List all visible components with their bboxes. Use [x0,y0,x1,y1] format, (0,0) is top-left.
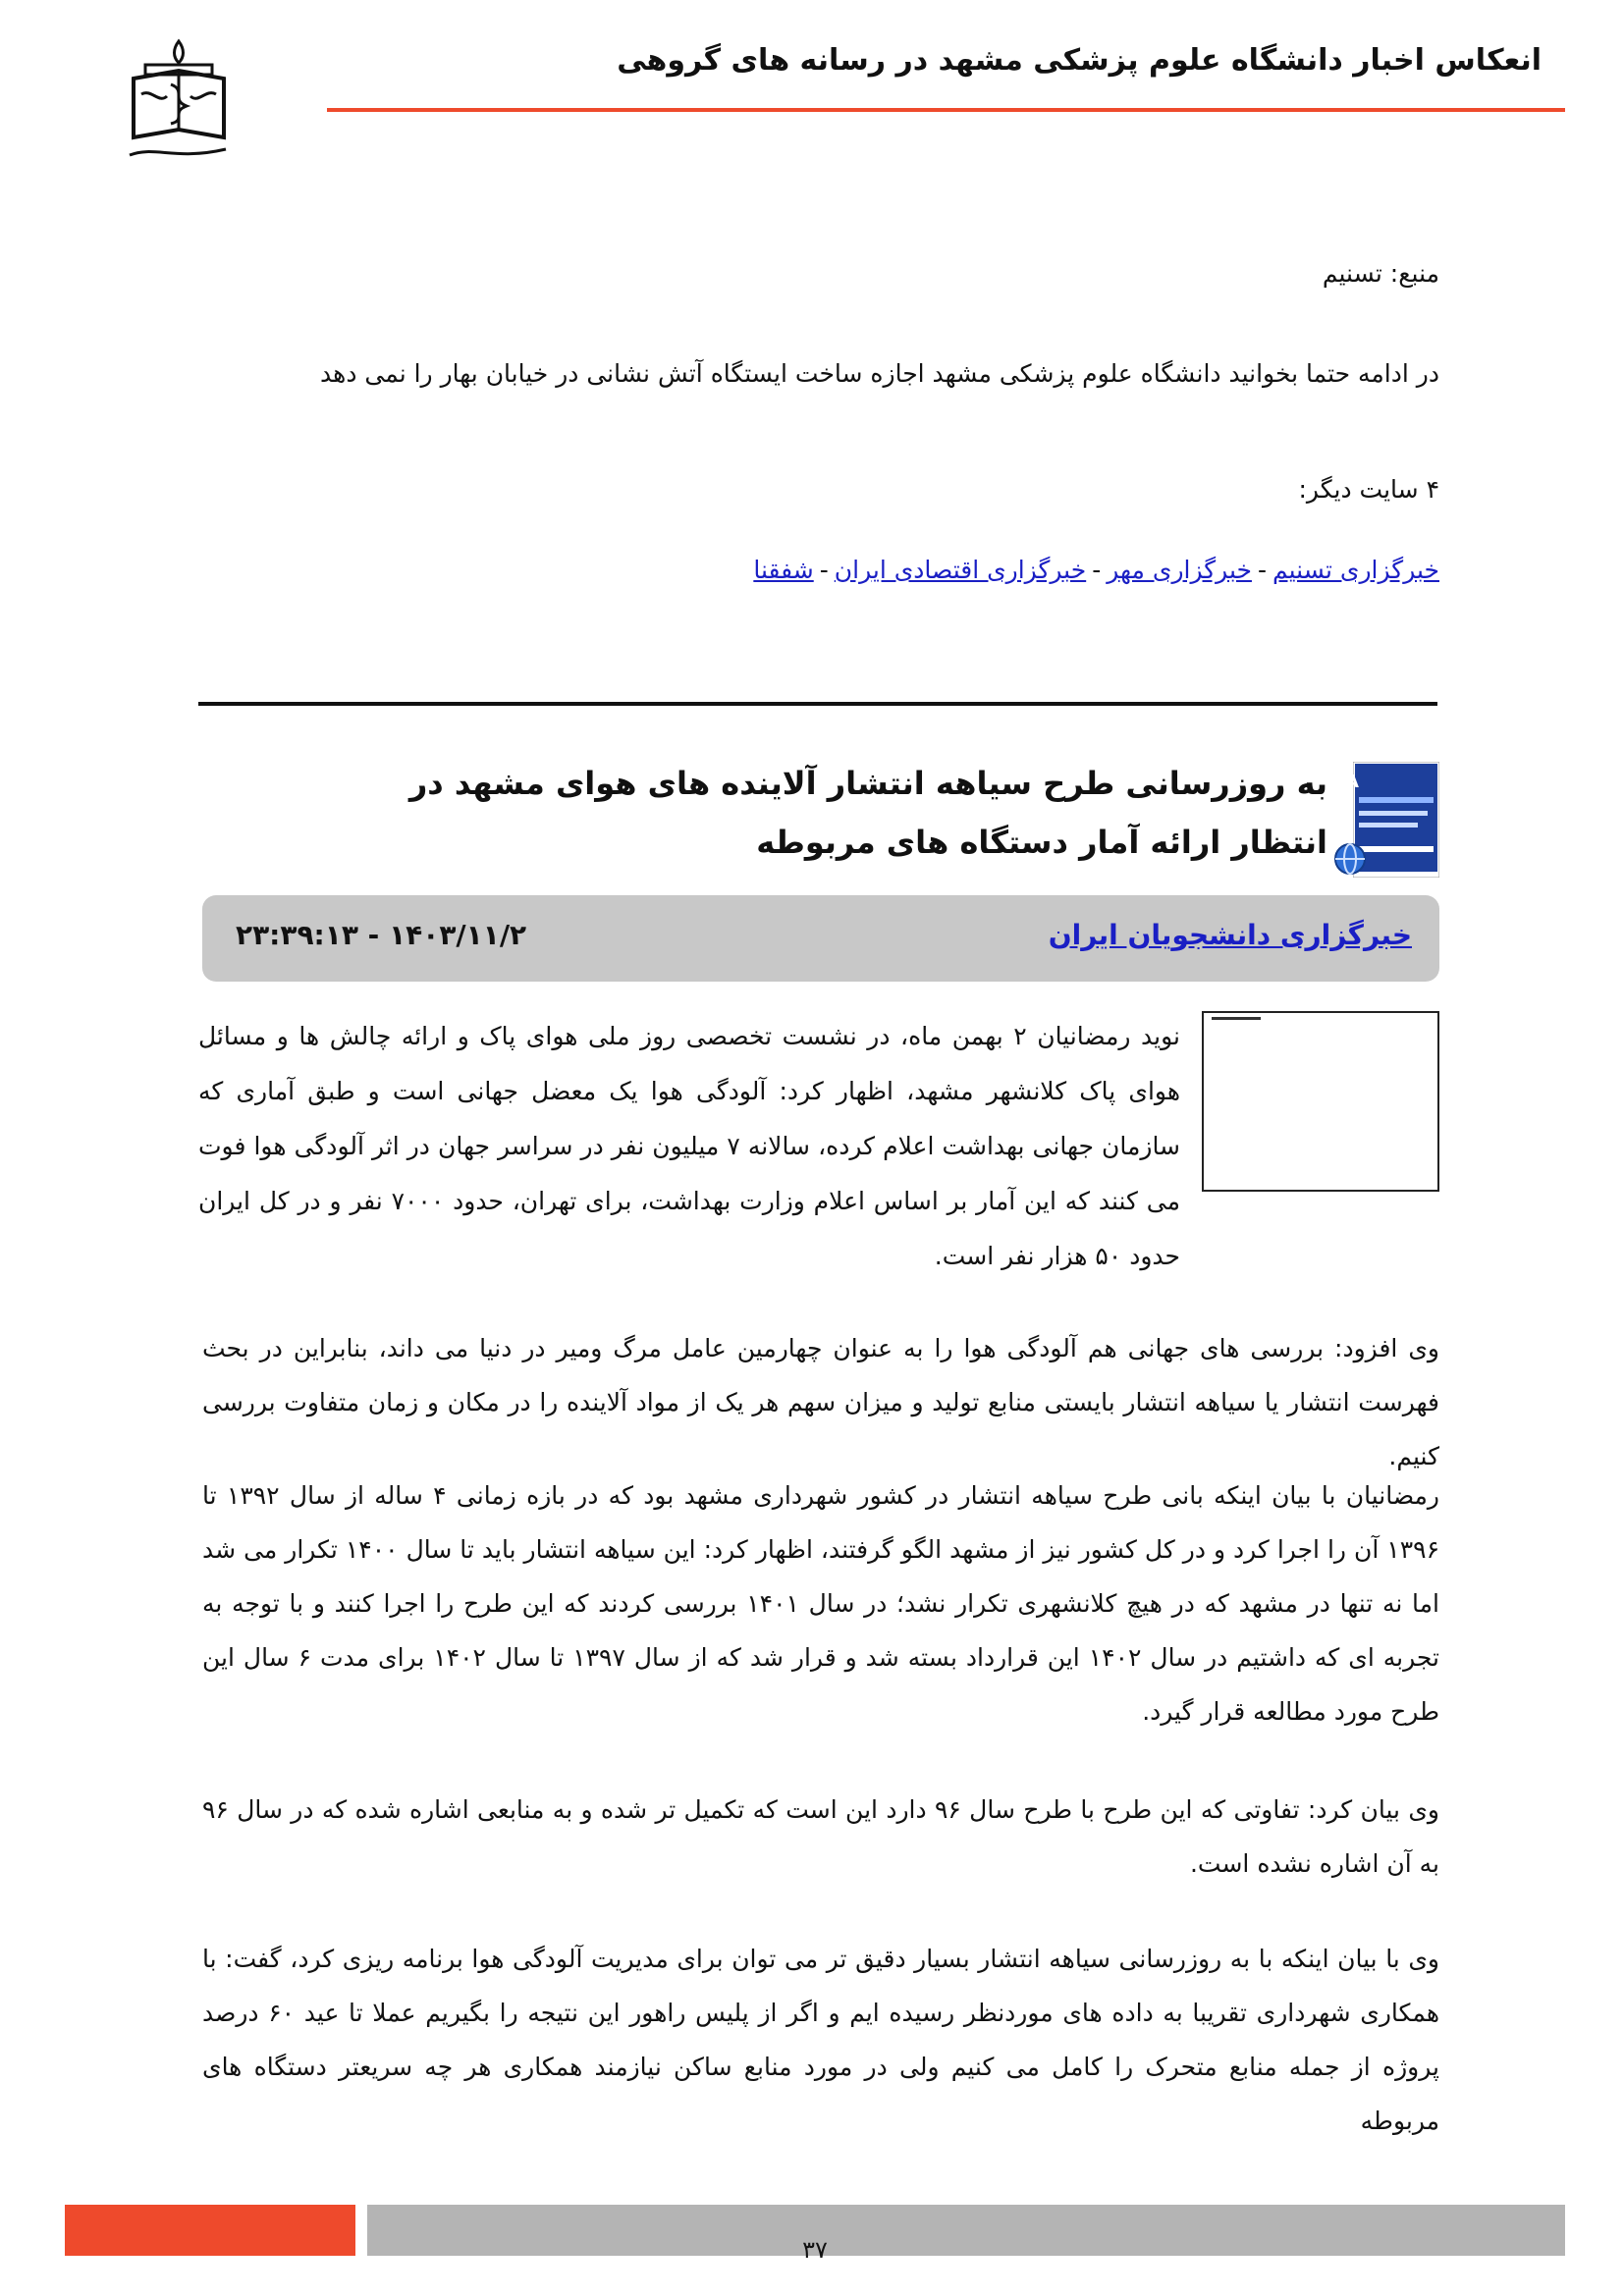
link-separator: - [1257,556,1267,584]
source-line: منبع: تسنیم [1322,259,1439,288]
link-separator: - [1092,556,1102,584]
footer-accent-bar [65,2205,355,2256]
footer-bar [367,2205,1565,2256]
source-bar [202,895,1439,982]
news-agency-icon [1353,762,1439,878]
page-number: ۳۷ [802,2236,828,2264]
university-logo [116,35,242,173]
article-paragraph: نوید رمضانیان ۲ بهمن ماه، در نشست تخصصی روز ملی هوای پاک و ارائه چالش ها و مسائل هوای پاک کلانشهر مشهد، اظهار کرد: آلودگی هوا یک معضل جهانی است و طبق آماری که سازمان جهانی بهداشت اعلام کرده، سالانه ۷ میلیون نفر در سراسر جهان در اثر آلودگی هوا فوت می کنند که این آمار بر اساس اعلام وزارت بهداشت، برای تهران، حدود ۷۰۰۰ نفر و در کل ایران حدود ۵۰ هزار نفر است. [198,1022,1181,1270]
article-paragraph: وی با بیان اینکه با به روزرسانی سیاهه انتشار بسیار دقیق تر می توان برای مدیریت آلودگی هوا برنامه ریزی کرد، گفت: با همکاری شهرداری تقریبا به داده های موردنظر رسیده ایم و اگر از پلیس راهور این نتیجه را بگیریم عملا تا عید ۶۰ درصد پروژه از جمله منابع متحرک را کامل می کنیم ولی در مورد منابع ساکن نیازمند همکاری هر چه سریعتر دستگاه های مربوطه [202,1945,1439,2135]
article-headline: به روزرسانی طرح سیاهه انتشار آلاینده های هوای مشهد در انتظار ارائه آمار دستگاه های مربوطه [408,765,1327,861]
link-eghtesad[interactable]: خبرگزاری اقتصادی ایران [834,556,1087,584]
globe-icon [1333,842,1367,876]
header-divider [327,108,1565,112]
link-separator: - [819,556,829,584]
article-paragraph: رمضانیان با بیان اینکه بانی طرح سیاهه انتشار در کشور شهرداری مشهد بود که در بازه زمانی ۴ ساله از سال ۱۳۹۲ تا ۱۳۹۶ آن را اجرا کرد و در کل کشور نیز از مشهد الگو گرفتند، اظهار کرد: این سیاهه انتشار باید تا سال ۱۴۰۰ تکرار می شد اما نه تنها در مشهد که در هیچ کلانشهری تکرار نشد؛ در سال ۱۴۰۱ بررسی کردند که این طرح را اجرا کنند و با توجه به تجربه ای که داشتیم در سال ۱۴۰۲ این قرارداد بسته شد و قرار شد که از سال ۱۳۹۷ تا سال ۱۴۰۲ برای مدت ۶ سال این طرح مورد مطالعه قرار گیرد. [202,1481,1440,1726]
other-sites-label: ۴ سایت دیگر: [1298,475,1439,504]
article-paragraph: وی بیان کرد: تفاوتی که این طرح با طرح سال ۹۶ دارد این است که تکمیل تر شده و به منابعی اشاره شده که در سال ۹۶ به آن اشاره نشده است. [202,1795,1439,1878]
article-paragraph: وی افزود: بررسی های جهانی هم آلودگی هوا را به عنوان چهارمین عامل مرگ ومیر در دنیا می داند، بنابراین در بحث فهرست انتشار یا سیاهه انتشار بایستی منابع تولید و میزان سهم هر یک از مواد آلاینده را در مکان و زمان متفاوت بررسی کنیم. [202,1334,1439,1470]
link-mehr[interactable]: خبرگزاری مهر [1107,556,1252,584]
read-more-line: در ادامه حتما بخوانید دانشگاه علوم پزشکی مشهد اجازه ساخت ایستگاه آتش نشانی در خیابان بهار را نمی دهد [320,359,1439,388]
link-tasnim[interactable]: خبرگزاری تسنیم [1272,556,1439,584]
article-image-placeholder [1202,1011,1439,1192]
other-sites-links [753,556,1439,584]
link-shafaqna[interactable]: شفقنا [753,556,814,584]
header-title: انعکاس اخبار دانشگاه علوم پزشکی مشهد در رسانه های گروهی [617,43,1542,78]
icon-text [1353,772,1359,792]
article-datetime: ۱۴۰۳/۱۱/۲ - ۲۳:۳۹:۱۳ [236,919,527,951]
section-divider [198,702,1437,706]
source-link[interactable]: خبرگزاری دانشجویان ایران [1048,919,1412,951]
